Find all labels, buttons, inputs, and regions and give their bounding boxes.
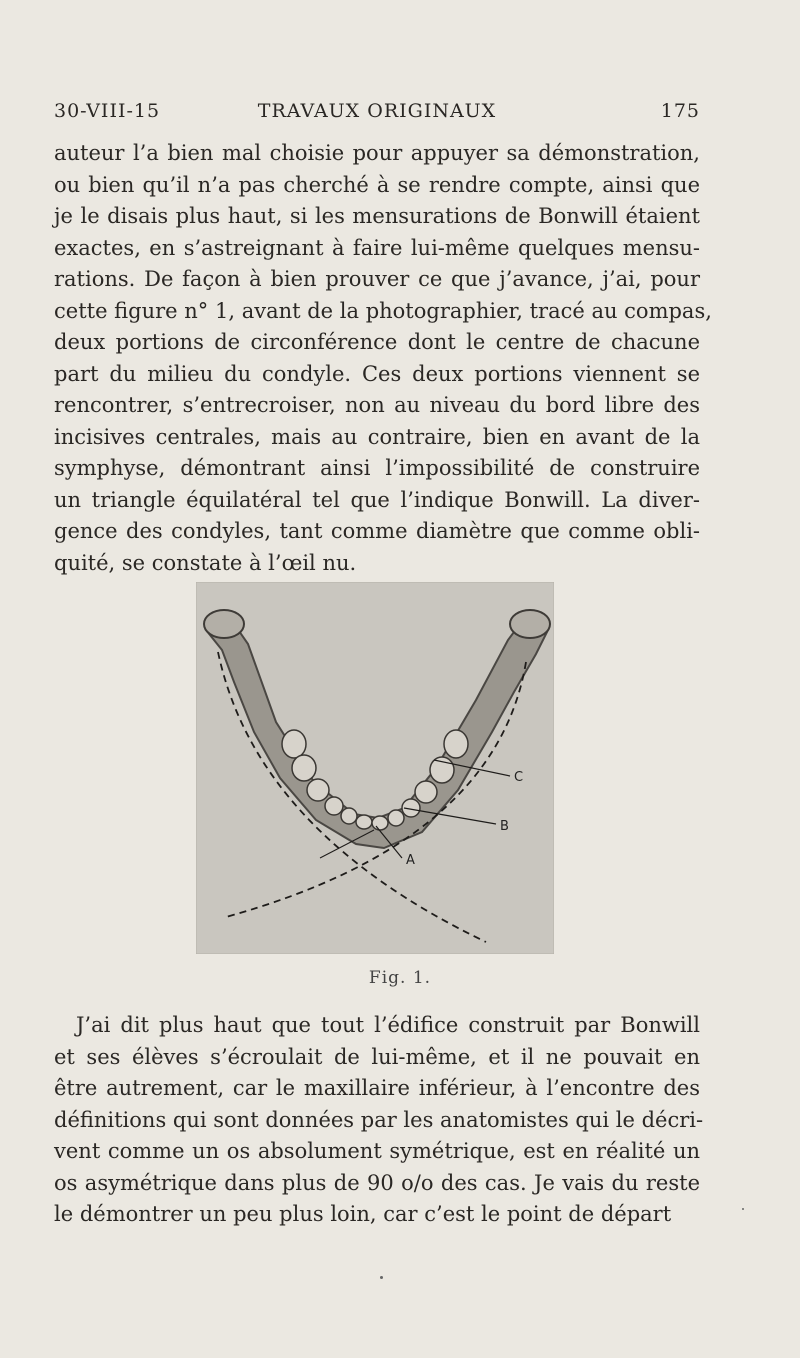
text-line: os asymétrique dans plus de 90 o/o des cas. Je vais du reste: [54, 1170, 700, 1195]
paragraph-2: [54, 1010, 704, 1231]
text-line: définitions qui sont données par les anatomistes qui le décri-: [54, 1107, 704, 1132]
paper-speck: [380, 1276, 383, 1279]
paper-speck: [742, 1208, 744, 1210]
text-line: vent comme un os absolument symétrique, est en réalité un: [54, 1139, 700, 1163]
figure-label-b: B: [500, 819, 509, 834]
left-condyle: [204, 610, 244, 638]
tooth: [372, 816, 388, 830]
photo-background: [196, 582, 554, 954]
tooth: [307, 779, 329, 801]
paragraph-1: [54, 138, 712, 579]
text-line: ou bien qu’il n’a pas cherché à se rendre compte, ainsi que: [54, 172, 700, 197]
text-line: et ses élèves s’écroulait de lui-même, et il ne pouvait en: [54, 1044, 700, 1069]
tooth: [282, 730, 306, 758]
text-line: je le disais plus haut, si les mensurations de Bonwill étaient: [54, 204, 700, 228]
tooth: [430, 757, 454, 783]
text-line: cette figure n° 1, avant de la photographier, tracé au compas,: [54, 298, 712, 323]
text-line: le démontrer un peu plus loin, car c’est le point de départ: [54, 1202, 672, 1226]
text-line: symphyse, démontrant ainsi l’impossibilité de construire: [54, 456, 700, 480]
tooth: [292, 755, 316, 781]
header-section-title: TRAVAUX ORIGINAUX: [257, 100, 497, 122]
text-line: quité, se constate à l’œil nu.: [54, 550, 357, 575]
figure-label-c: C: [514, 770, 524, 785]
text-line: exactes, en s’astreignant à faire lui-même quelques mensu-: [54, 235, 700, 260]
text-line: être autrement, car le maxillaire inférieur, à l’encontre des: [54, 1076, 700, 1100]
tooth: [341, 808, 357, 824]
text-line: rations. De façon à bien prouver ce que j’avance, j’ai, pour: [54, 267, 700, 291]
figure-label-a: A: [406, 853, 415, 868]
text-line: deux portions de circonférence dont le centre de chacune: [54, 330, 700, 354]
text-line: gence des condyles, tant comme diamètre que comme obli-: [54, 519, 700, 543]
text-line: un triangle équilatéral tel que l’indique Bonwill. La diver-: [54, 487, 700, 512]
text-line: incisives centrales, mais au contraire, bien en avant de la: [54, 424, 700, 449]
header-date: 30-VIII-15: [54, 100, 161, 122]
text-line: rencontrer, s’entrecroiser, non au niveau du bord libre des: [54, 393, 700, 417]
page-number: 175: [660, 100, 700, 122]
text-line: auteur l’a bien mal choisie pour appuyer sa démonstration,: [54, 141, 700, 165]
tooth: [356, 815, 372, 829]
text-line: part du milieu du condyle. Ces deux portions viennent se: [54, 361, 700, 386]
tooth: [444, 730, 468, 758]
text-line: J’ai dit plus haut que tout l’édifice construit par Bonwill: [76, 1013, 700, 1037]
figure-caption: Fig. 1.: [368, 968, 432, 988]
tooth: [388, 810, 404, 826]
tooth: [415, 781, 437, 803]
figure-mandible-photo: [196, 582, 554, 954]
right-condyle: [510, 610, 550, 638]
running-header: [54, 100, 700, 130]
tooth: [325, 797, 343, 815]
